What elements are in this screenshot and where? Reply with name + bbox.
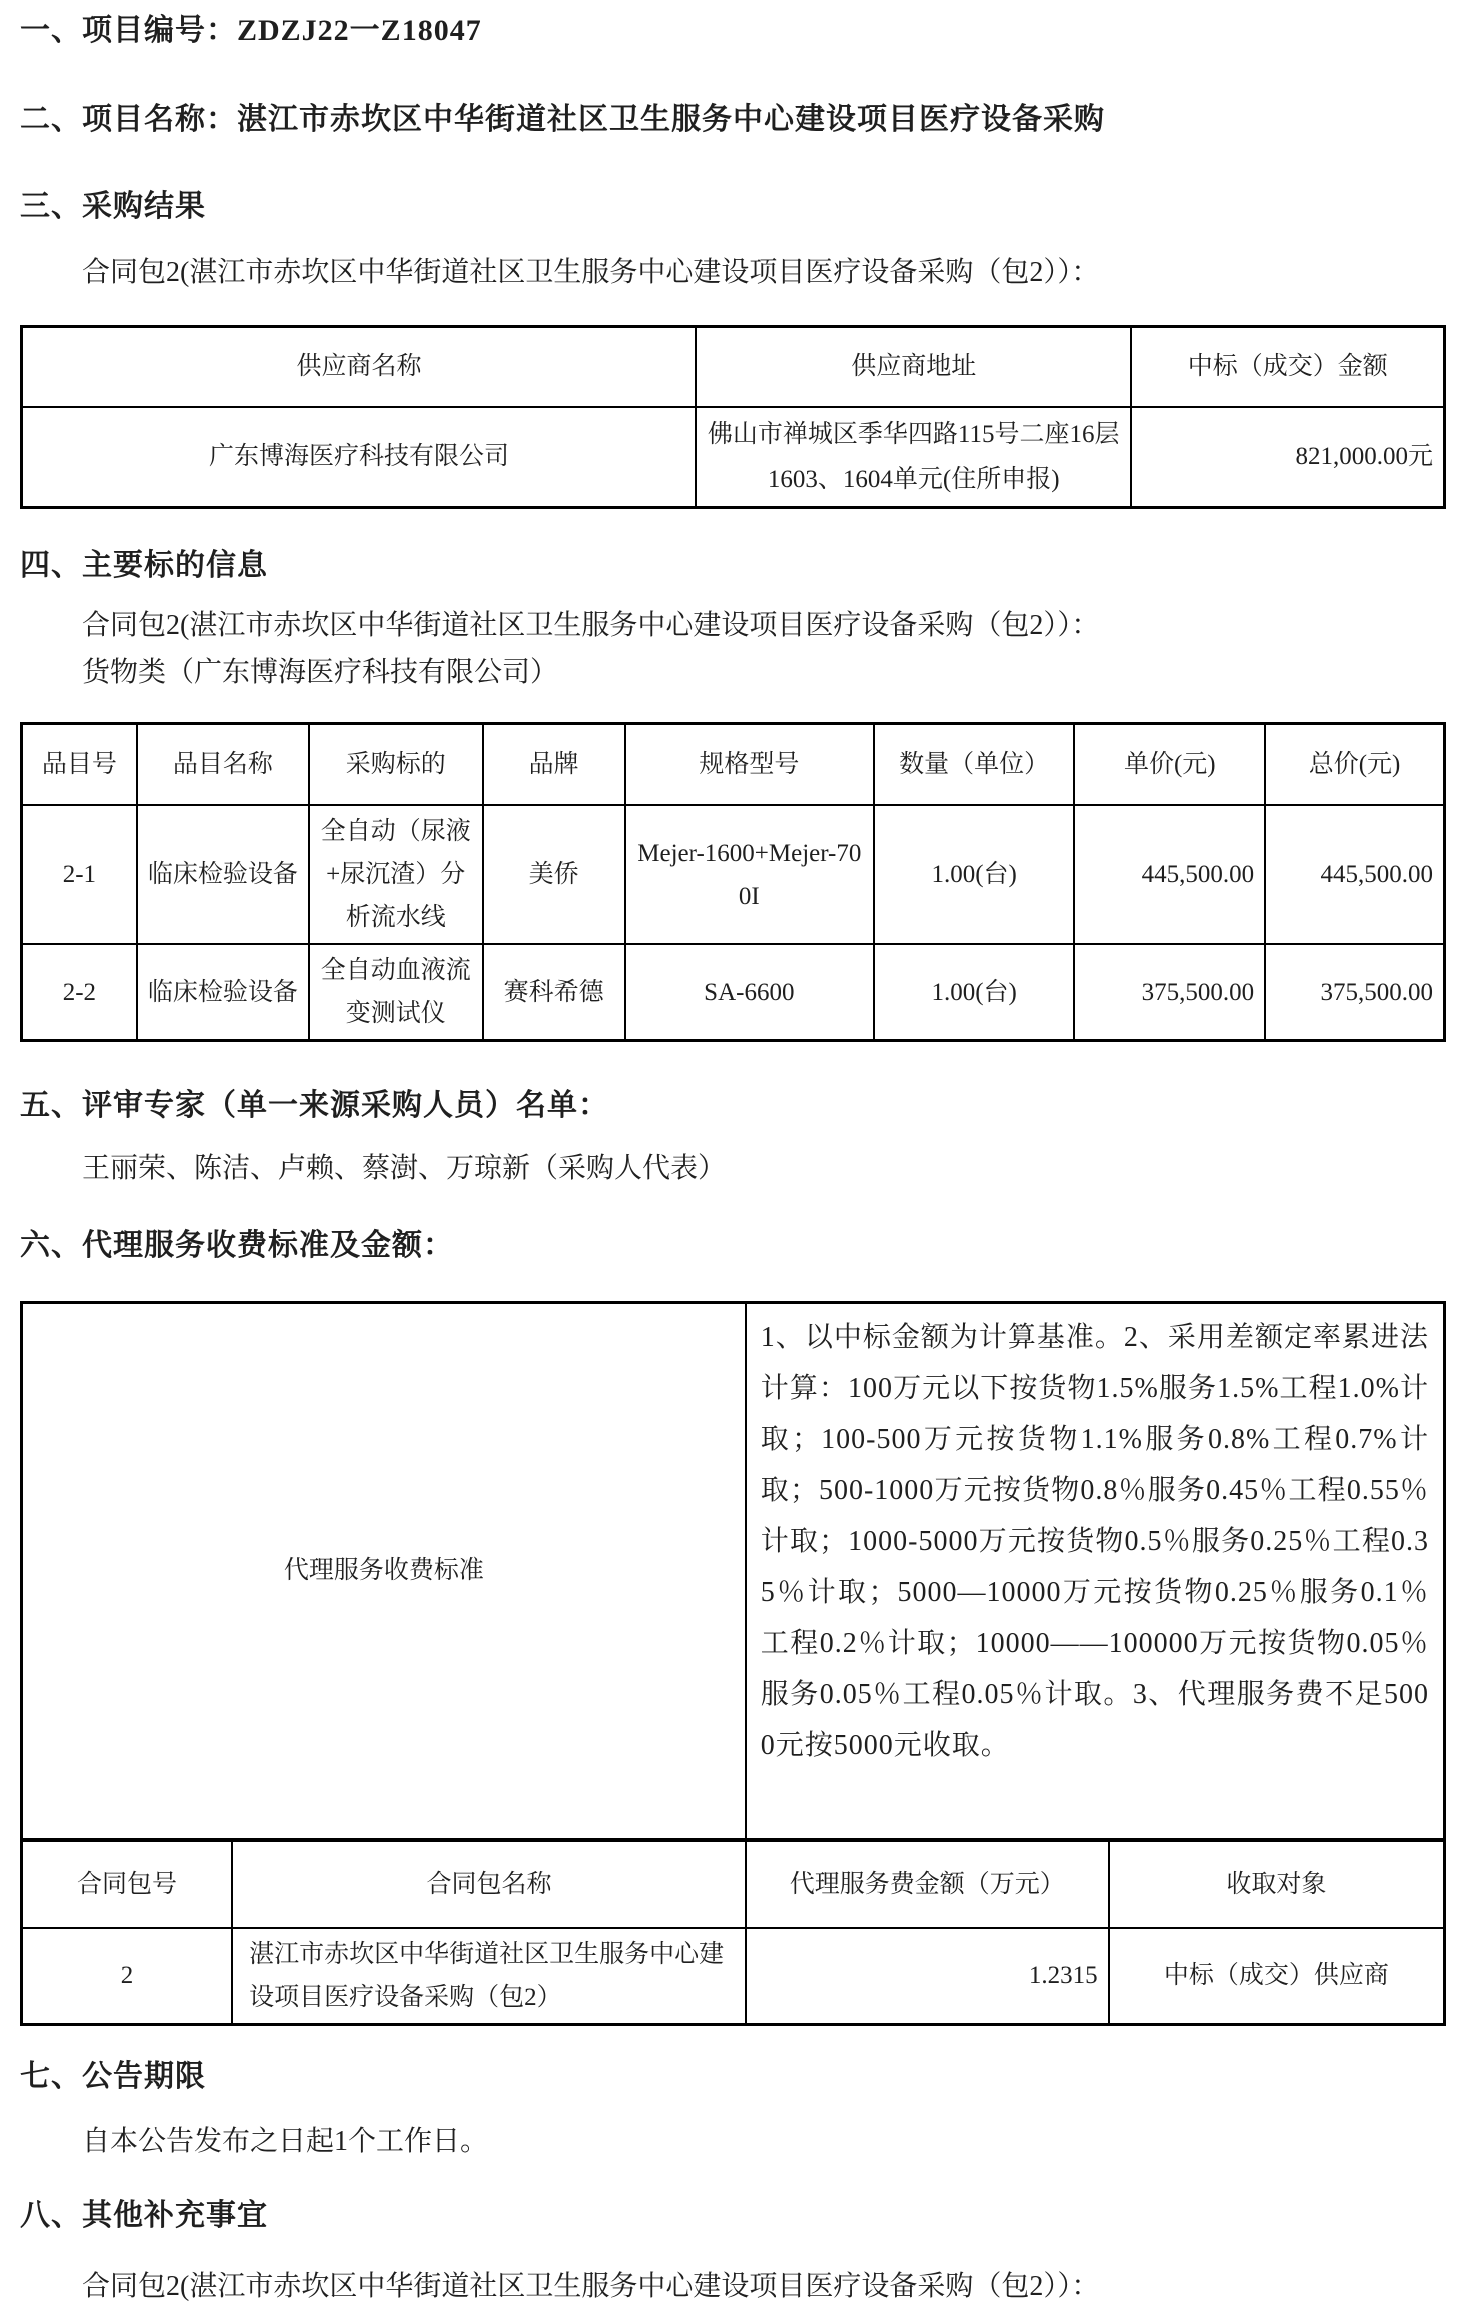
charged-party-cell: 中标（成交）供应商 (1109, 1928, 1445, 2025)
subject-category-paragraph: 货物类（广东博海医疗科技有限公司） (82, 656, 559, 688)
fee-standard-text-cell: 1、以中标金额为计算基准。2、采用差额定率累进法计算：100万元以下按货物1.5%服务1.5%工程1.0%计取；100-500万元按货物1.1%服务0.8%工程0.7%计取；500-1000万元按货物0.8％服务0.45％工程0.55％计取；1000-5000万元按货物0.5％服务0.25％工程0.35％计取；5000—10000万元按货物0.25％服务0.1％工程0.2％计取；10000——100000万元按货物0.05％服务0.05％工程0.05％计取。3、代理服务费不足5000元按5000元收取。 (746, 1303, 1445, 1840)
result-table-header-row (22, 327, 1445, 407)
experts-paragraph: 王丽荣、陈洁、卢赖、蔡澍、万琼新（采购人代表） (82, 1153, 727, 1184)
total-price-cell: 375,500.00 (1265, 944, 1444, 1041)
section-5-heading: 五、评审专家（单一来源采购人员）名单： (20, 1089, 609, 1122)
subject-header-quantity: 数量（单位） (874, 723, 1075, 805)
agency-fee-table (20, 1301, 1446, 2026)
subject-table-row (22, 805, 1445, 944)
notice-period-paragraph: 自本公告发布之日起1个工作日。 (82, 2125, 489, 2157)
item-no-cell: 2-2 (22, 944, 137, 1041)
unit-price-cell: 445,500.00 (1074, 805, 1265, 944)
result-header-award-amount: 中标（成交）金额 (1131, 327, 1444, 407)
brand-cell: 美侨 (483, 805, 625, 944)
fee-amount-cell: 1.2315 (746, 1928, 1109, 2025)
procurement-target-cell: 全自动血液流变测试仪 (309, 944, 483, 1041)
item-name-cell: 临床检验设备 (137, 805, 309, 944)
section-6-heading: 六、代理服务收费标准及金额： (20, 1229, 454, 1262)
item-name-cell: 临床检验设备 (137, 944, 309, 1041)
other-intro-paragraph: 合同包2(湛江市赤坎区中华街道社区卫生服务中心建设项目医疗设备采购（包2））： (82, 2270, 1100, 2302)
total-price-cell: 445,500.00 (1265, 805, 1444, 944)
fee-table-header-row (22, 1840, 1445, 1928)
subject-table-row (22, 944, 1445, 1041)
section-8-heading: 八、其他补充事宜 (20, 2198, 268, 2232)
award-amount-cell: 821,000.00元 (1131, 407, 1444, 508)
fee-header-charged-party: 收取对象 (1109, 1840, 1445, 1928)
section-4-heading: 四、主要标的信息 (20, 548, 268, 582)
item-no-cell: 2-1 (22, 805, 137, 944)
quantity-cell: 1.00(台) (874, 805, 1075, 944)
subject-header-procurement-target: 采购标的 (309, 723, 483, 805)
fee-standard-row (22, 1303, 1445, 1840)
subject-table-header-row (22, 723, 1445, 805)
result-intro-paragraph: 合同包2(湛江市赤坎区中华街道社区卫生服务中心建设项目医疗设备采购（包2））： (82, 257, 1100, 288)
procurement-target-cell: 全自动（尿液+尿沉渣）分析流水线 (309, 805, 483, 944)
section-1-heading: 一、项目编号：ZDZJ22一Z18047 (20, 14, 482, 47)
result-header-supplier-address: 供应商地址 (696, 327, 1131, 407)
model-cell: Mejer-1600+Mejer-700I (625, 805, 874, 944)
subject-header-unit-price: 单价(元) (1074, 723, 1265, 805)
subject-header-brand: 品牌 (483, 723, 625, 805)
result-table (20, 325, 1446, 509)
subject-header-item-no: 品目号 (22, 723, 137, 805)
subject-table (20, 722, 1446, 1043)
fee-table-row (22, 1928, 1445, 2025)
package-name-cell: 湛江市赤坎区中华街道社区卫生服务中心建设项目医疗设备采购（包2） (232, 1928, 746, 2025)
subject-header-model: 规格型号 (625, 723, 874, 805)
brand-cell: 赛科希德 (483, 944, 625, 1041)
supplier-name-cell: 广东博海医疗科技有限公司 (22, 407, 697, 508)
section-2-heading: 二、项目名称：湛江市赤坎区中华街道社区卫生服务中心建设项目医疗设备采购 (20, 103, 1105, 136)
package-no-cell: 2 (22, 1928, 233, 2025)
subject-header-total-price: 总价(元) (1265, 723, 1444, 805)
result-table-row (22, 407, 1445, 508)
result-header-supplier-name: 供应商名称 (22, 327, 697, 407)
model-cell: SA-6600 (625, 944, 874, 1041)
section-7-heading: 七、公告期限 (20, 2059, 206, 2093)
fee-standard-label-cell: 代理服务收费标准 (22, 1303, 746, 1840)
supplier-address-cell: 佛山市禅城区季华四路115号二座16层1603、1604单元(住所申报) (696, 407, 1131, 508)
subject-header-item-name: 品目名称 (137, 723, 309, 805)
unit-price-cell: 375,500.00 (1074, 944, 1265, 1041)
subject-intro-paragraph: 合同包2(湛江市赤坎区中华街道社区卫生服务中心建设项目医疗设备采购（包2））： (82, 609, 1100, 641)
fee-header-package-no: 合同包号 (22, 1840, 233, 1928)
quantity-cell: 1.00(台) (874, 944, 1075, 1041)
fee-header-fee-amount: 代理服务费金额（万元） (746, 1840, 1109, 1928)
fee-header-package-name: 合同包名称 (232, 1840, 746, 1928)
section-3-heading: 三、采购结果 (20, 190, 206, 223)
